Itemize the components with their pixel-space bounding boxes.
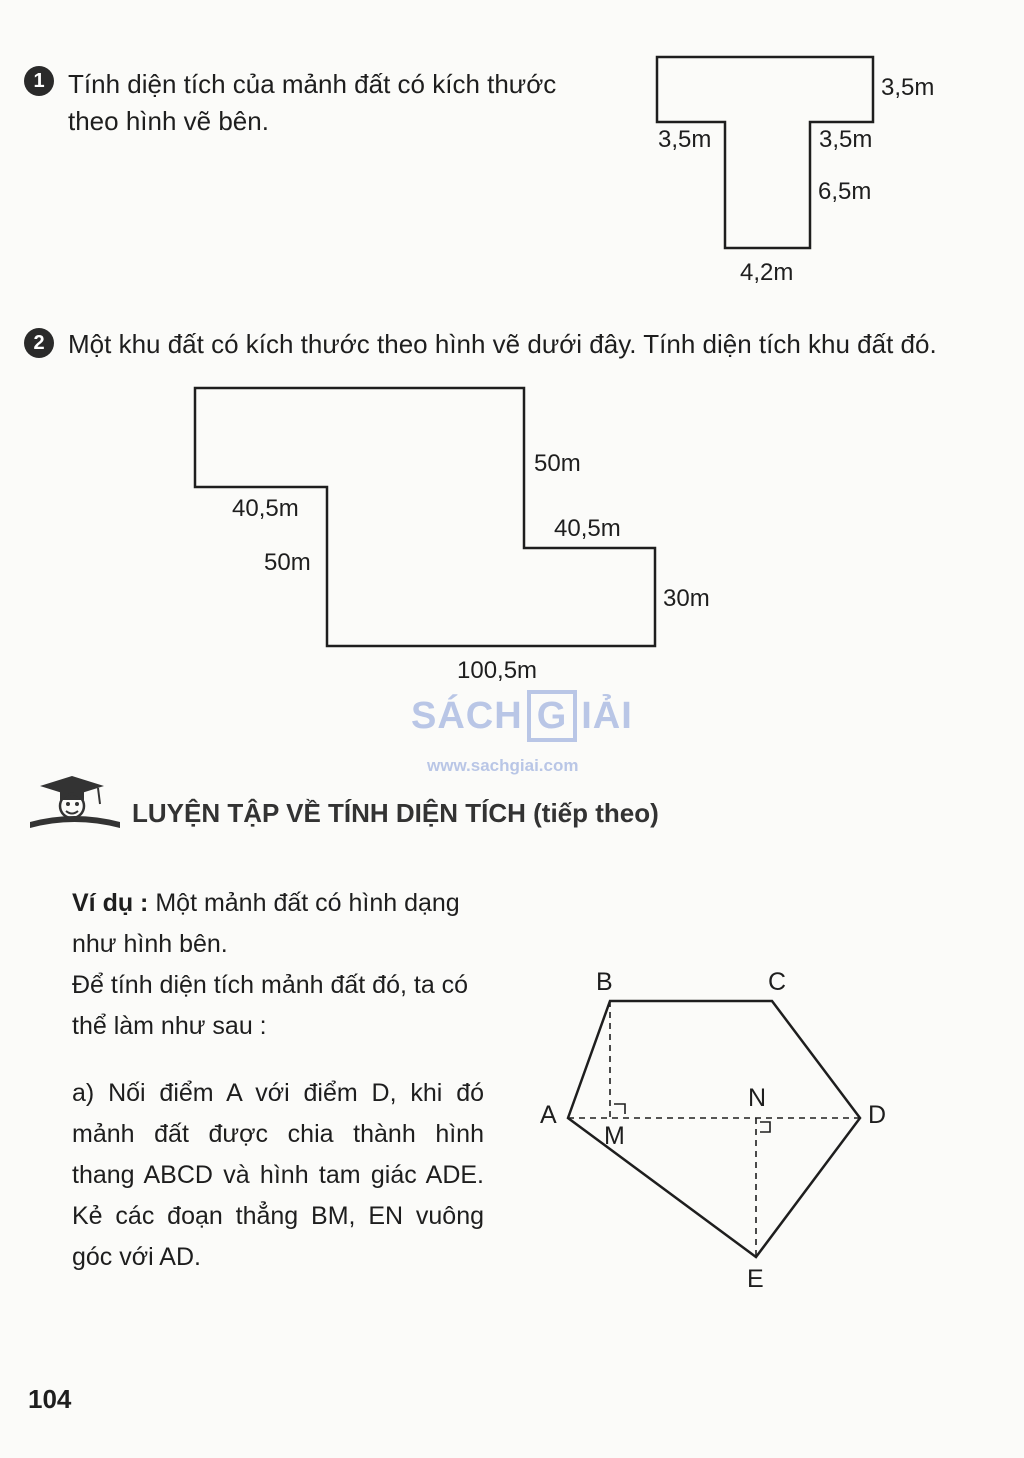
example-a-line-4: Kẻ các đoạn thẳng BM, EN vuông bbox=[72, 1202, 484, 1230]
watermark-brand-mid: G bbox=[527, 690, 578, 742]
section-title-sub: (tiếp theo) bbox=[533, 798, 659, 828]
point-label-a: A bbox=[540, 1101, 557, 1129]
example-a-line-2: mảnh đất được chia thành hình bbox=[72, 1120, 484, 1148]
stepped-right-lower-label: 30m bbox=[663, 585, 710, 612]
t-shape-right-overhang-label: 3,5m bbox=[819, 126, 873, 153]
point-label-d: D bbox=[868, 1101, 887, 1129]
point-label-e: E bbox=[747, 1265, 764, 1293]
t-shape-left-overhang-label: 3,5m bbox=[658, 126, 712, 153]
section-mascot-icon bbox=[30, 776, 120, 828]
section-title-main: LUYỆN TẬP VỀ TÍNH DIỆN TÍCH bbox=[132, 798, 526, 828]
example-a-line-1: a) Nối điểm A với điểm D, khi đó bbox=[72, 1079, 484, 1107]
stepped-left-step-label: 40,5m bbox=[232, 495, 299, 522]
exercise-2-number-badge: 2 bbox=[24, 328, 54, 358]
t-shape-stem-height-label: 6,5m bbox=[818, 178, 872, 205]
example-line-1 bbox=[72, 883, 484, 924]
stepped-right-upper-label: 50m bbox=[534, 450, 581, 477]
stepped-left-lower-label: 50m bbox=[264, 549, 311, 576]
exercise-2-text: Một khu đất có kích thước theo hình vẽ dưới đây. Tính diện tích khu đất đó. bbox=[68, 329, 937, 359]
right-angle-mark-m bbox=[614, 1104, 625, 1114]
page-number: 104 bbox=[28, 1384, 72, 1414]
example-a-line-5: góc với AD. bbox=[72, 1243, 201, 1271]
example-line-1-text: Một mảnh đất có hình dạng bbox=[148, 889, 460, 917]
watermark-brand-right: IẢI bbox=[581, 695, 633, 737]
example-intro bbox=[72, 883, 484, 1047]
watermark-brand-left: SÁCH bbox=[411, 695, 523, 737]
stepped-bottom-label: 100,5m bbox=[457, 657, 538, 684]
t-shape-top-height-label: 3,5m bbox=[881, 74, 935, 101]
point-label-m: M bbox=[604, 1122, 625, 1150]
point-label-c: C bbox=[768, 968, 787, 996]
t-shape-stem-width-label: 4,2m bbox=[740, 259, 794, 286]
exercise-1-number-badge: 1 bbox=[24, 66, 54, 96]
stepped-right-step-label: 40,5m bbox=[554, 515, 621, 542]
point-label-b: B bbox=[596, 968, 613, 996]
point-label-n: N bbox=[748, 1084, 767, 1112]
example-line-3: Để tính diện tích mảnh đất đó, ta có bbox=[72, 971, 469, 999]
example-a-line-3: thang ABCD và hình tam giác ADE. bbox=[72, 1161, 484, 1189]
section-title bbox=[132, 798, 659, 829]
example-part-a bbox=[72, 1073, 484, 1278]
watermark-brand-logo bbox=[411, 690, 633, 742]
example-line-2: như hình bên. bbox=[72, 930, 228, 958]
example-line-4: thể làm như sau : bbox=[72, 1012, 267, 1040]
exercise-1-text-line-2: theo hình vẽ bên. bbox=[68, 106, 269, 136]
right-angle-mark-n bbox=[760, 1122, 770, 1132]
watermark-url: www.sachgiai.com bbox=[427, 756, 579, 775]
example-label: Ví dụ : bbox=[72, 889, 149, 917]
exercise-1-text-line-1: Tính diện tích của mảnh đất có kích thước bbox=[68, 69, 557, 99]
